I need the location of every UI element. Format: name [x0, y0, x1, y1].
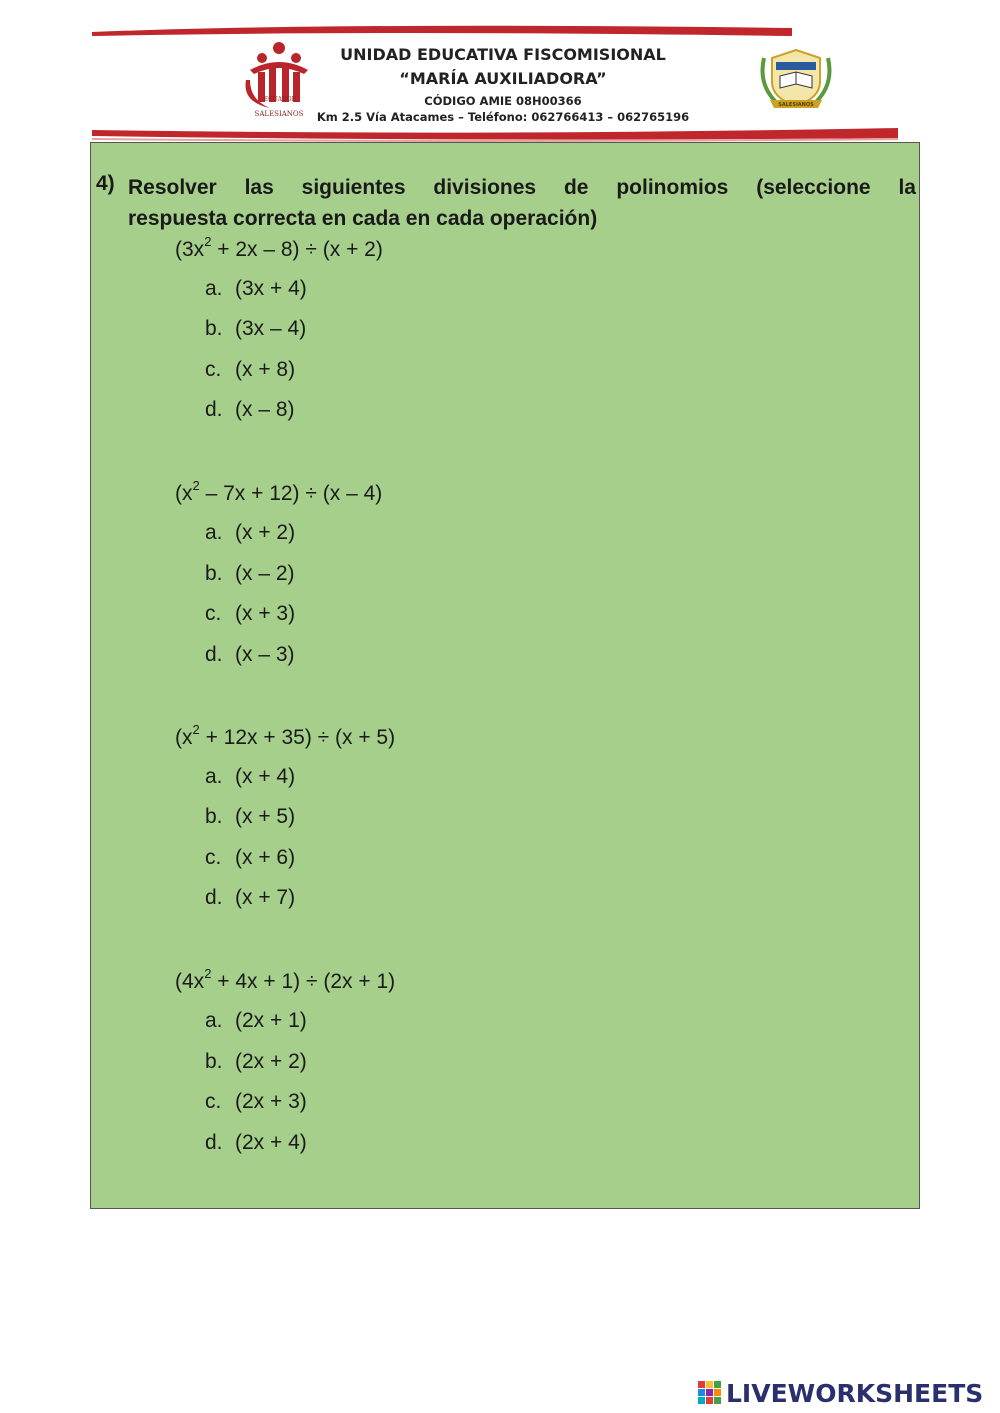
answer-option[interactable]: a. (2x + 1)	[205, 1009, 307, 1032]
crest-banner: SALESIANOS	[778, 102, 814, 108]
amie-code: CÓDIGO AMIE 08H00366	[424, 94, 582, 108]
answer-option[interactable]: b. (x + 5)	[205, 805, 296, 828]
answer-option[interactable]: d. (x – 8)	[205, 398, 295, 421]
instructions-line-1: Resolver las siguientes divisiones de polinomios (seleccione la	[128, 176, 916, 199]
instructions-line-2: respuesta correcta en cada en cada operación)	[128, 207, 598, 230]
answer-option[interactable]: d. (x + 7)	[205, 886, 296, 909]
answer-option[interactable]: c. (x + 6)	[205, 846, 296, 869]
problem-expression: $(3x^2 + 2x - 8) \div (x + 2)$	[175, 234, 383, 261]
question-number: 4)	[96, 172, 115, 195]
school-address: Km 2.5 Vía Atacames – Teléfono: 062766413 – 062765196	[316, 110, 690, 124]
liveworksheets-brand[interactable]	[698, 1378, 983, 1408]
question-panel	[90, 142, 920, 1209]
school-subtitle: “MARÍA AUXILIADORA”	[399, 69, 607, 88]
problem-expression: $(4x^2 + 4x + 1) \div (2x + 1)$	[175, 966, 396, 993]
answer-option[interactable]: c. (x + 8)	[205, 358, 296, 381]
answer-option[interactable]: d. (2x + 4)	[205, 1131, 307, 1154]
problem-expression: $(x^2 + 12x + 35) \div (x + 5)$	[175, 722, 396, 749]
header-red-band-top	[92, 22, 792, 36]
logo-caption-salesianos: SALESIANOS	[254, 110, 304, 118]
question-instructions	[128, 172, 916, 234]
liveworksheets-wordmark: LIVEWORKSHEETS	[726, 1378, 984, 1408]
logo-caption-ecuador: ECUADOR	[263, 96, 297, 103]
answer-option[interactable]: c. (2x + 3)	[205, 1090, 307, 1113]
liveworksheets-logo-icon	[698, 1381, 722, 1405]
answer-option[interactable]: c. (x + 3)	[205, 602, 296, 625]
answer-option[interactable]: b. (3x – 4)	[205, 317, 307, 340]
answer-option[interactable]: d. (x – 3)	[205, 643, 295, 666]
school-crest-logo	[756, 44, 836, 116]
answer-option[interactable]: a. (x + 2)	[205, 521, 296, 544]
answer-option[interactable]: a. (x + 4)	[205, 765, 296, 788]
header-red-band-bottom	[92, 126, 898, 142]
answer-option[interactable]: b. (x – 2)	[205, 562, 295, 585]
answer-option[interactable]: a. (3x + 4)	[205, 277, 307, 300]
answer-option[interactable]: b. (2x + 2)	[205, 1050, 307, 1073]
problem-expression: $(x^2 - 7x + 12) \div (x - 4)$	[175, 478, 383, 505]
school-name: UNIDAD EDUCATIVA FISCOMISIONAL	[340, 45, 666, 64]
